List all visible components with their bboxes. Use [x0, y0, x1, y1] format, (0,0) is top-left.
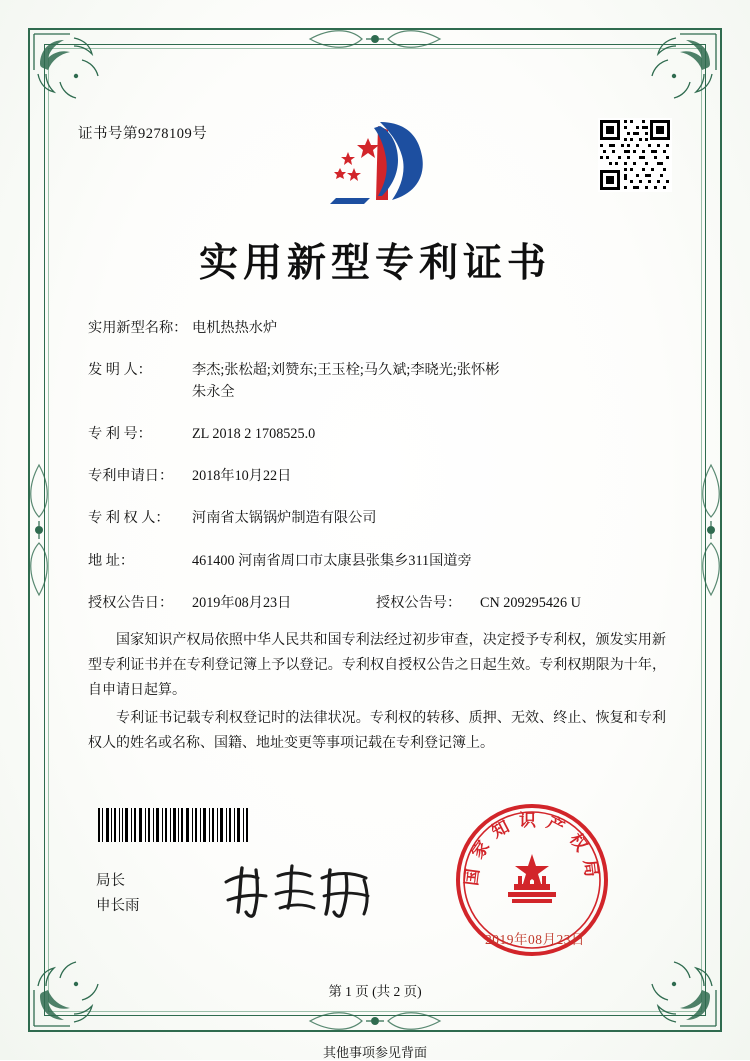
field-row-patent-number	[88, 424, 668, 445]
corner-ornament-icon	[634, 30, 720, 116]
field-value: 电机热热水炉	[192, 320, 278, 336]
cnipa-logo-icon	[318, 112, 438, 208]
director-name-label: 申长雨	[96, 898, 140, 914]
corner-ornament-icon	[30, 30, 116, 116]
field-value-grant-number: CN 209295426 U	[480, 595, 581, 612]
field-label: 地 址：	[88, 552, 135, 569]
page-indicator: 第 1 页 (共 2 页)	[328, 984, 422, 999]
field-row-inventors	[88, 360, 668, 403]
field-row-patentee	[88, 508, 668, 529]
qr-code	[598, 118, 672, 192]
handwritten-signature-icon	[218, 860, 388, 922]
edge-ornament-icon	[698, 455, 724, 605]
field-value: ZL 2018 2 1708525.0	[192, 425, 316, 442]
barcode	[98, 808, 248, 842]
field-list	[88, 318, 668, 635]
field-row-application-date	[88, 466, 668, 487]
field-value: 河南省太锅锅炉制造有限公司	[192, 510, 377, 527]
field-value: 2018年10月22日	[192, 468, 292, 485]
field-row-grant-announcement	[88, 593, 668, 614]
edge-ornament-icon	[300, 26, 450, 52]
field-label: 专 利 权 人：	[88, 510, 170, 527]
page-title: 实用新型专利证书	[198, 242, 551, 285]
certificate-number: 证书号第9278109号	[78, 126, 208, 142]
field-label-grant-date: 授权公告日：	[88, 595, 174, 612]
field-value-continued: 朱永全	[192, 383, 235, 400]
field-value: 461400 河南省周口市太康县张集乡311国道旁	[192, 552, 472, 569]
field-label: 专利申请日：	[88, 468, 174, 485]
signature-labels	[96, 869, 140, 919]
seal-date: 2019年08月23日	[485, 932, 585, 947]
field-label: 发 明 人：	[88, 362, 152, 379]
legal-text-block	[88, 628, 666, 759]
field-value-group	[192, 360, 668, 403]
paragraph-2: 专利证书记载专利权登记时的法律状况。专利权的转移、质押、无效、终止、恢复和专利权人的姓名或名称、国籍、地址变更等事项记载在专利登记簿上。	[88, 711, 666, 751]
field-row-address	[88, 551, 668, 572]
field-label: 专 利 号：	[88, 425, 152, 442]
field-row-utility-model-name	[88, 318, 668, 339]
director-title-label: 局长	[96, 873, 125, 889]
edge-ornament-icon	[26, 455, 52, 605]
field-label: 实用新型名称：	[88, 320, 188, 336]
field-value-grant-date: 2019年08月23日	[192, 595, 292, 612]
field-label-grant-number: 授权公告号：	[376, 595, 462, 612]
seal-text: 国家知识产权局	[461, 811, 603, 887]
footnote: 其他事项参见背面	[322, 1045, 427, 1060]
edge-ornament-icon	[300, 1008, 450, 1034]
field-value: 李杰;张松超;刘赞东;王玉栓;马久斌;李晓光;张怀彬	[192, 362, 500, 379]
paragraph-1: 国家知识产权局依照中华人民共和国专利法经过初步审查，决定授予专利权，颁发实用新型专利证书并在专利登记簿上予以登记。专利权自授权公告之日起生效。专利权期限为十年，自申请日起算。	[88, 633, 666, 698]
